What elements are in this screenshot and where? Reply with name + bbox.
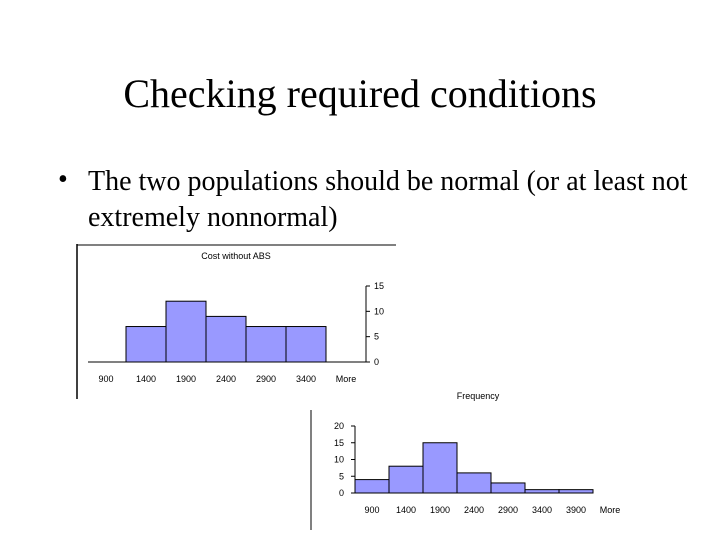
slide-title: Checking required conditions (123, 71, 597, 116)
frequency-caption: Frequency (456, 391, 500, 401)
histogram-bar (389, 466, 423, 493)
x-tick-label: 3900 (565, 505, 587, 515)
y-tick-label: 5 (338, 471, 344, 482)
y-tick-label: 15 (333, 437, 344, 448)
x-tick-label: 1400 (135, 374, 157, 384)
bullet-text: The two populations should be normal (or at least not extremely nonnormal) (88, 166, 688, 233)
x-tick-label: More (599, 505, 621, 515)
x-tick-label: 2900 (255, 374, 277, 384)
histogram-second-population (310, 410, 640, 530)
histogram-bar (246, 327, 286, 362)
x-tick-label: 3400 (295, 374, 317, 384)
histogram-bar (286, 327, 326, 362)
y-tick-label: 0 (338, 488, 344, 498)
y-tick-label: 20 (333, 421, 344, 431)
y-tick-label: 15 (374, 281, 385, 291)
x-tick-label: 2400 (463, 505, 485, 515)
histogram-bar (525, 490, 559, 493)
x-tick-label: More (335, 374, 357, 384)
bullet-dot: • (58, 164, 68, 195)
chart-title: Cost without ABS (201, 251, 271, 261)
histogram-bar (457, 473, 491, 493)
histogram-bar (126, 327, 166, 362)
y-tick-label: 10 (374, 306, 385, 317)
histogram-bar (206, 316, 246, 362)
histogram-bar (166, 301, 206, 362)
x-tick-label: 1900 (175, 374, 197, 384)
histogram-bar (355, 480, 389, 493)
histogram-bar (491, 483, 525, 493)
x-tick-label: 1900 (429, 505, 451, 515)
y-tick-label: 5 (374, 331, 380, 342)
x-tick-label: 3400 (531, 505, 553, 515)
histogram-bar (559, 490, 593, 493)
x-tick-label: 1400 (395, 505, 417, 515)
x-tick-label: 2900 (497, 505, 519, 515)
y-tick-label: 10 (333, 454, 344, 465)
y-tick-label: 0 (374, 357, 380, 367)
x-tick-label: 900 (98, 374, 114, 384)
x-tick-label: 900 (364, 505, 380, 515)
histogram-bar (423, 443, 457, 493)
histogram-cost-without-abs (76, 244, 516, 404)
x-tick-label: 2400 (215, 374, 237, 384)
